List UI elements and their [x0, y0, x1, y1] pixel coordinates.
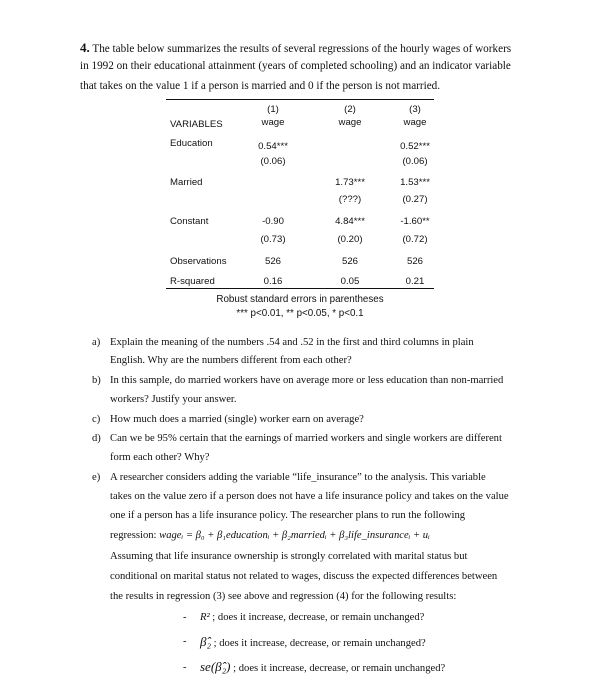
- question-text-1: The table below summarizes the results of several regressions of the hourly wages of workers: [92, 43, 512, 55]
- table-note-2: *** p<0.01, ** p<0.05, * p<0.1: [236, 308, 364, 319]
- part-d-label: d): [92, 433, 101, 444]
- bullet-3: [200, 659, 445, 675]
- row-label-constant: Constant: [170, 216, 209, 227]
- r2-3: 0.21: [405, 276, 425, 287]
- coef-constant-1: -0.90: [262, 216, 284, 227]
- part-e-line-6: the results in regression (3) see above and regression (4) for the following results:: [110, 591, 457, 602]
- col-number-2: (2): [344, 104, 356, 115]
- part-c-line-1: How much does a married (single) worker earn on average?: [110, 414, 364, 425]
- part-e-label: e): [92, 472, 101, 483]
- regression-equation: [110, 530, 430, 541]
- col-number-3: (3): [409, 104, 421, 115]
- part-e-line-3: one if a person has a life insurance policy. The researcher plans to run the following: [110, 510, 466, 521]
- question-line-2: in 1992 on their educational attainment (years of completed schooling) and an indicator variable: [80, 60, 511, 72]
- coef-married-3: 1.53***: [400, 177, 430, 188]
- bullet-3-symbol: se(β̂₂): [200, 659, 231, 674]
- bullet-1-text: ; does it increase, decrease, or remain unchanged?: [209, 612, 425, 623]
- part-a-line-1: Explain the meaning of the numbers .54 and .52 in the first and third columns in plain: [110, 337, 474, 348]
- obs-1: 526: [264, 256, 281, 267]
- r2-1: 0.16: [263, 276, 283, 287]
- bullet-2-symbol: β̂₂: [200, 634, 211, 649]
- table-bottom-rule: [166, 288, 434, 289]
- part-d-line-2: form each other? Why?: [110, 452, 210, 463]
- coef-constant-3: -1.60**: [400, 216, 430, 227]
- part-e-line-2: takes on the value zero if a person does not have a life insurance policy and takes on the value: [110, 491, 509, 502]
- part-d-line-1: Can we be 95% certain that the earnings of married workers and single workers are different: [110, 433, 502, 444]
- se-constant-2: (0.20): [337, 234, 363, 245]
- part-c-label: c): [92, 414, 101, 425]
- bullet-mark-2: -: [183, 636, 187, 647]
- part-e-line-5: conditional on marital status not related to wages, discuss the expected differences between: [110, 571, 498, 582]
- bullet-1: [200, 612, 424, 623]
- coef-married-2: 1.73***: [335, 177, 365, 188]
- se-constant-3: (0.72): [402, 234, 428, 245]
- se-education-1: (0.06): [260, 156, 286, 167]
- part-e-line-4: Assuming that life insurance ownership is strongly correlated with marital status but: [110, 551, 468, 562]
- obs-2: 526: [341, 256, 358, 267]
- bullet-2: [200, 634, 426, 650]
- question-line-3: that takes on the value 1 if a person is married and 0 if the person is not married.: [80, 80, 441, 92]
- part-a-line-2: English. Why are the numbers different from each other?: [110, 355, 352, 366]
- col-name-2: wage: [338, 117, 362, 128]
- regression-prefix: regression:: [110, 530, 160, 541]
- part-b-label: b): [92, 375, 101, 386]
- question-number: 4.: [80, 40, 90, 55]
- table-top-rule: [166, 99, 434, 100]
- coef-education-1: 0.54***: [258, 141, 288, 152]
- bullet-2-text: ; does it increase, decrease, or remain unchanged?: [211, 638, 426, 649]
- row-label-rsquared: R-squared: [170, 276, 215, 287]
- regression-formula: wageᵢ = β₀ + β₁educationᵢ + β₂marriedᵢ + β₃life_insuranceᵢ + uᵢ: [159, 530, 430, 541]
- bullet-mark-3: -: [183, 662, 187, 673]
- question-line-1: [80, 40, 511, 56]
- se-education-3: (0.06): [402, 156, 428, 167]
- r2-2: 0.05: [340, 276, 360, 287]
- col-name-3: wage: [403, 117, 427, 128]
- row-label-education: Education: [170, 138, 213, 149]
- coef-education-3: 0.52***: [400, 141, 430, 152]
- se-constant-1: (0.73): [260, 234, 286, 245]
- coef-constant-2: 4.84***: [335, 216, 365, 227]
- table-note-1: Robust standard errors in parentheses: [216, 294, 384, 305]
- part-b-line-2: workers? Justify your answer.: [110, 394, 237, 405]
- row-label-observations: Observations: [170, 256, 227, 267]
- row-label-married: Married: [170, 177, 203, 188]
- bullet-1-symbol: R²: [200, 612, 210, 623]
- obs-3: 526: [406, 256, 423, 267]
- col-name-1: wage: [261, 117, 285, 128]
- part-e-line-1: A researcher considers adding the variable “life_insurance” to the analysis. This variable: [110, 472, 486, 483]
- part-b-line-1: In this sample, do married workers have on average more or less education than non-married: [110, 375, 504, 386]
- part-a-label: a): [92, 337, 101, 348]
- se-married-2: (???): [338, 194, 362, 205]
- se-married-3: (0.27): [402, 194, 428, 205]
- bullet-mark-1: -: [183, 612, 187, 623]
- col-number-1: (1): [267, 104, 279, 115]
- bullet-3-text: ; does it increase, decrease, or remain unchanged?: [230, 663, 446, 674]
- header-label: VARIABLES: [170, 119, 223, 130]
